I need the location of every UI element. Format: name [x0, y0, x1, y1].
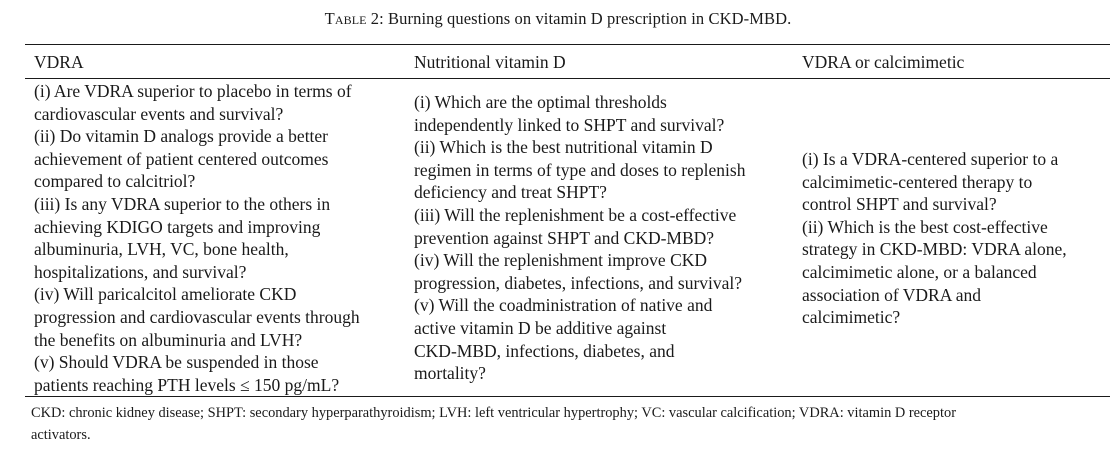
cell-line: association of VDRA and [802, 284, 982, 305]
cell-line: CKD-MBD, infections, diabetes, and [414, 340, 675, 361]
table-caption [0, 9, 1116, 29]
cell-line: compared to calcitriol? [34, 171, 196, 192]
table-cell-vdra-or-calcimimetic [802, 148, 1067, 329]
cell-line: hospitalizations, and survival? [34, 261, 247, 282]
cell-line: prevention against SHPT and CKD-MBD? [414, 227, 715, 248]
table-title: Burning questions on vitamin D prescription in CKD-MBD. [388, 9, 792, 28]
cell-line: (v) Should VDRA be suspended in those [34, 352, 319, 373]
cell-line: (iv) Will paricalcitol ameliorate CKD [34, 284, 297, 305]
column-header-vdra-or-calcimimetic: VDRA or calcimimetic [802, 52, 965, 72]
cell-line: calcimimetic? [802, 307, 901, 328]
table-cell-nutritional-vitamin-d [414, 91, 745, 385]
cell-line: control SHPT and survival? [802, 194, 997, 215]
footnote-line: activators. [31, 426, 91, 443]
table-cell-vdra [34, 80, 360, 396]
cell-line: (i) Is a VDRA-centered superior to a [802, 149, 1059, 169]
cell-line: mortality? [414, 363, 486, 384]
cell-line: progression and cardiovascular events through [34, 306, 360, 327]
footnote-line: CKD: chronic kidney disease; SHPT: secondary hyperparathyroidism; LVH: left ventricular hypertrophy; VC: vascular calcification; VDRA: vitamin D receptor [31, 405, 956, 421]
cell-line: cardiovascular events and survival? [34, 103, 284, 124]
cell-line: achievement of patient centered outcomes [34, 148, 329, 169]
column-header-vdra: VDRA [34, 52, 84, 72]
cell-line: (iii) Will the replenishment be a cost-effective [414, 204, 737, 225]
cell-line: patients reaching PTH levels ≤ 150 pg/mL? [34, 374, 340, 395]
table-top-rule [25, 44, 1110, 45]
cell-line: (i) Which are the optimal thresholds [414, 92, 667, 112]
cell-line: progression, diabetes, infections, and survival? [414, 272, 743, 293]
table-footnote [31, 403, 1111, 446]
table-header-rule [25, 78, 1110, 79]
cell-line: independently linked to SHPT and survival? [414, 114, 725, 135]
cell-line: strategy in CKD-MBD: VDRA alone, [802, 239, 1067, 260]
cell-line: (ii) Which is the best nutritional vitamin D [414, 137, 713, 158]
cell-line: (iii) Is any VDRA superior to the others in [34, 193, 331, 214]
cell-line: achieving KDIGO targets and improving [34, 216, 321, 237]
cell-line: (ii) Which is the best cost-effective [802, 216, 1048, 237]
cell-line: calcimimetic alone, or a balanced [802, 261, 1037, 282]
cell-line: (ii) Do vitamin D analogs provide a better [34, 126, 329, 147]
cell-line: albuminuria, LVH, VC, bone health, [34, 239, 289, 260]
table-bottom-rule [25, 396, 1110, 397]
cell-line: deficiency and treat SHPT? [414, 182, 607, 203]
cell-line: (v) Will the coadministration of native and [414, 295, 713, 316]
cell-line: active vitamin D be additive against [414, 317, 667, 338]
cell-line: the benefits on albuminuria and LVH? [34, 329, 303, 350]
table-number: Table 2: [324, 9, 384, 28]
cell-line: calcimimetic-centered therapy to [802, 171, 1033, 192]
cell-line: (iv) Will the replenishment improve CKD [414, 250, 708, 271]
cell-line: (i) Are VDRA superior to placebo in terms of [34, 81, 352, 101]
cell-line: regimen in terms of type and doses to replenish [414, 159, 746, 180]
column-header-nutritional-vitamin-d: Nutritional vitamin D [414, 52, 566, 72]
